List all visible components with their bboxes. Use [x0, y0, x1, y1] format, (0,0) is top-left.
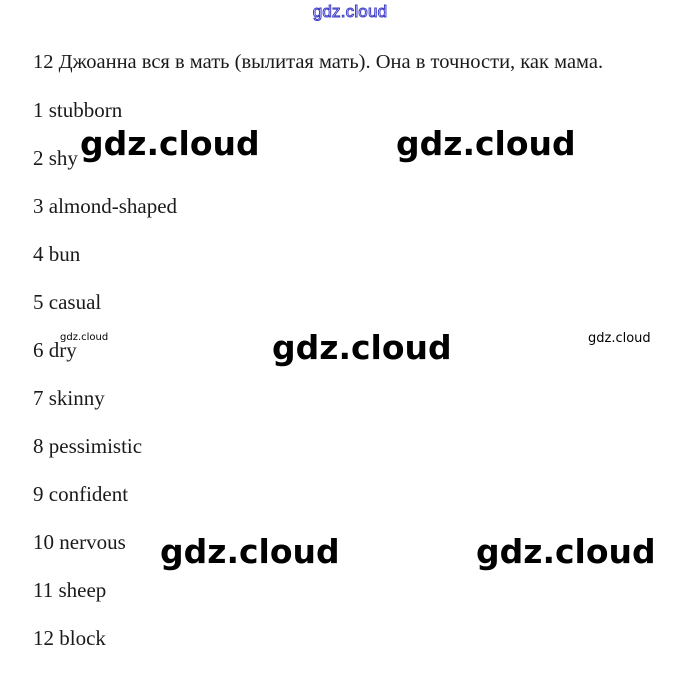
answer-item-10: 10 nervous — [33, 530, 126, 554]
answer-item-7: 7 skinny — [33, 386, 105, 410]
watermark: gdz.cloud — [476, 532, 656, 571]
answer-item-1: 1 stubborn — [33, 98, 123, 122]
answer-item-12: 12 block — [33, 626, 106, 650]
answer-item-5: 5 casual — [33, 290, 102, 314]
answer-item-9: 9 confident — [33, 482, 129, 506]
watermark: gdz.cloud — [80, 124, 260, 163]
watermark: gdz.cloud — [60, 332, 109, 343]
watermark: gdz.cloud — [588, 331, 651, 346]
watermark: gdz.cloud — [272, 328, 452, 367]
watermark: gdz.cloud — [396, 124, 576, 163]
intro-line: 12 Джоанна вся в мать (вылитая мать). Она в точности, как мама. — [33, 51, 604, 73]
answer-item-11: 11 sheep — [33, 578, 107, 602]
answer-item-8: 8 pessimistic — [33, 434, 143, 458]
answer-item-3: 3 almond-shaped — [33, 194, 178, 218]
answer-item-4: 4 bun — [33, 242, 81, 266]
watermark: gdz.cloud — [160, 532, 340, 571]
answer-item-6: 6 dry — [33, 338, 77, 362]
site-header-logo[interactable]: gdz.cloud — [312, 2, 388, 21]
answer-item-2: 2 shy — [33, 146, 78, 170]
